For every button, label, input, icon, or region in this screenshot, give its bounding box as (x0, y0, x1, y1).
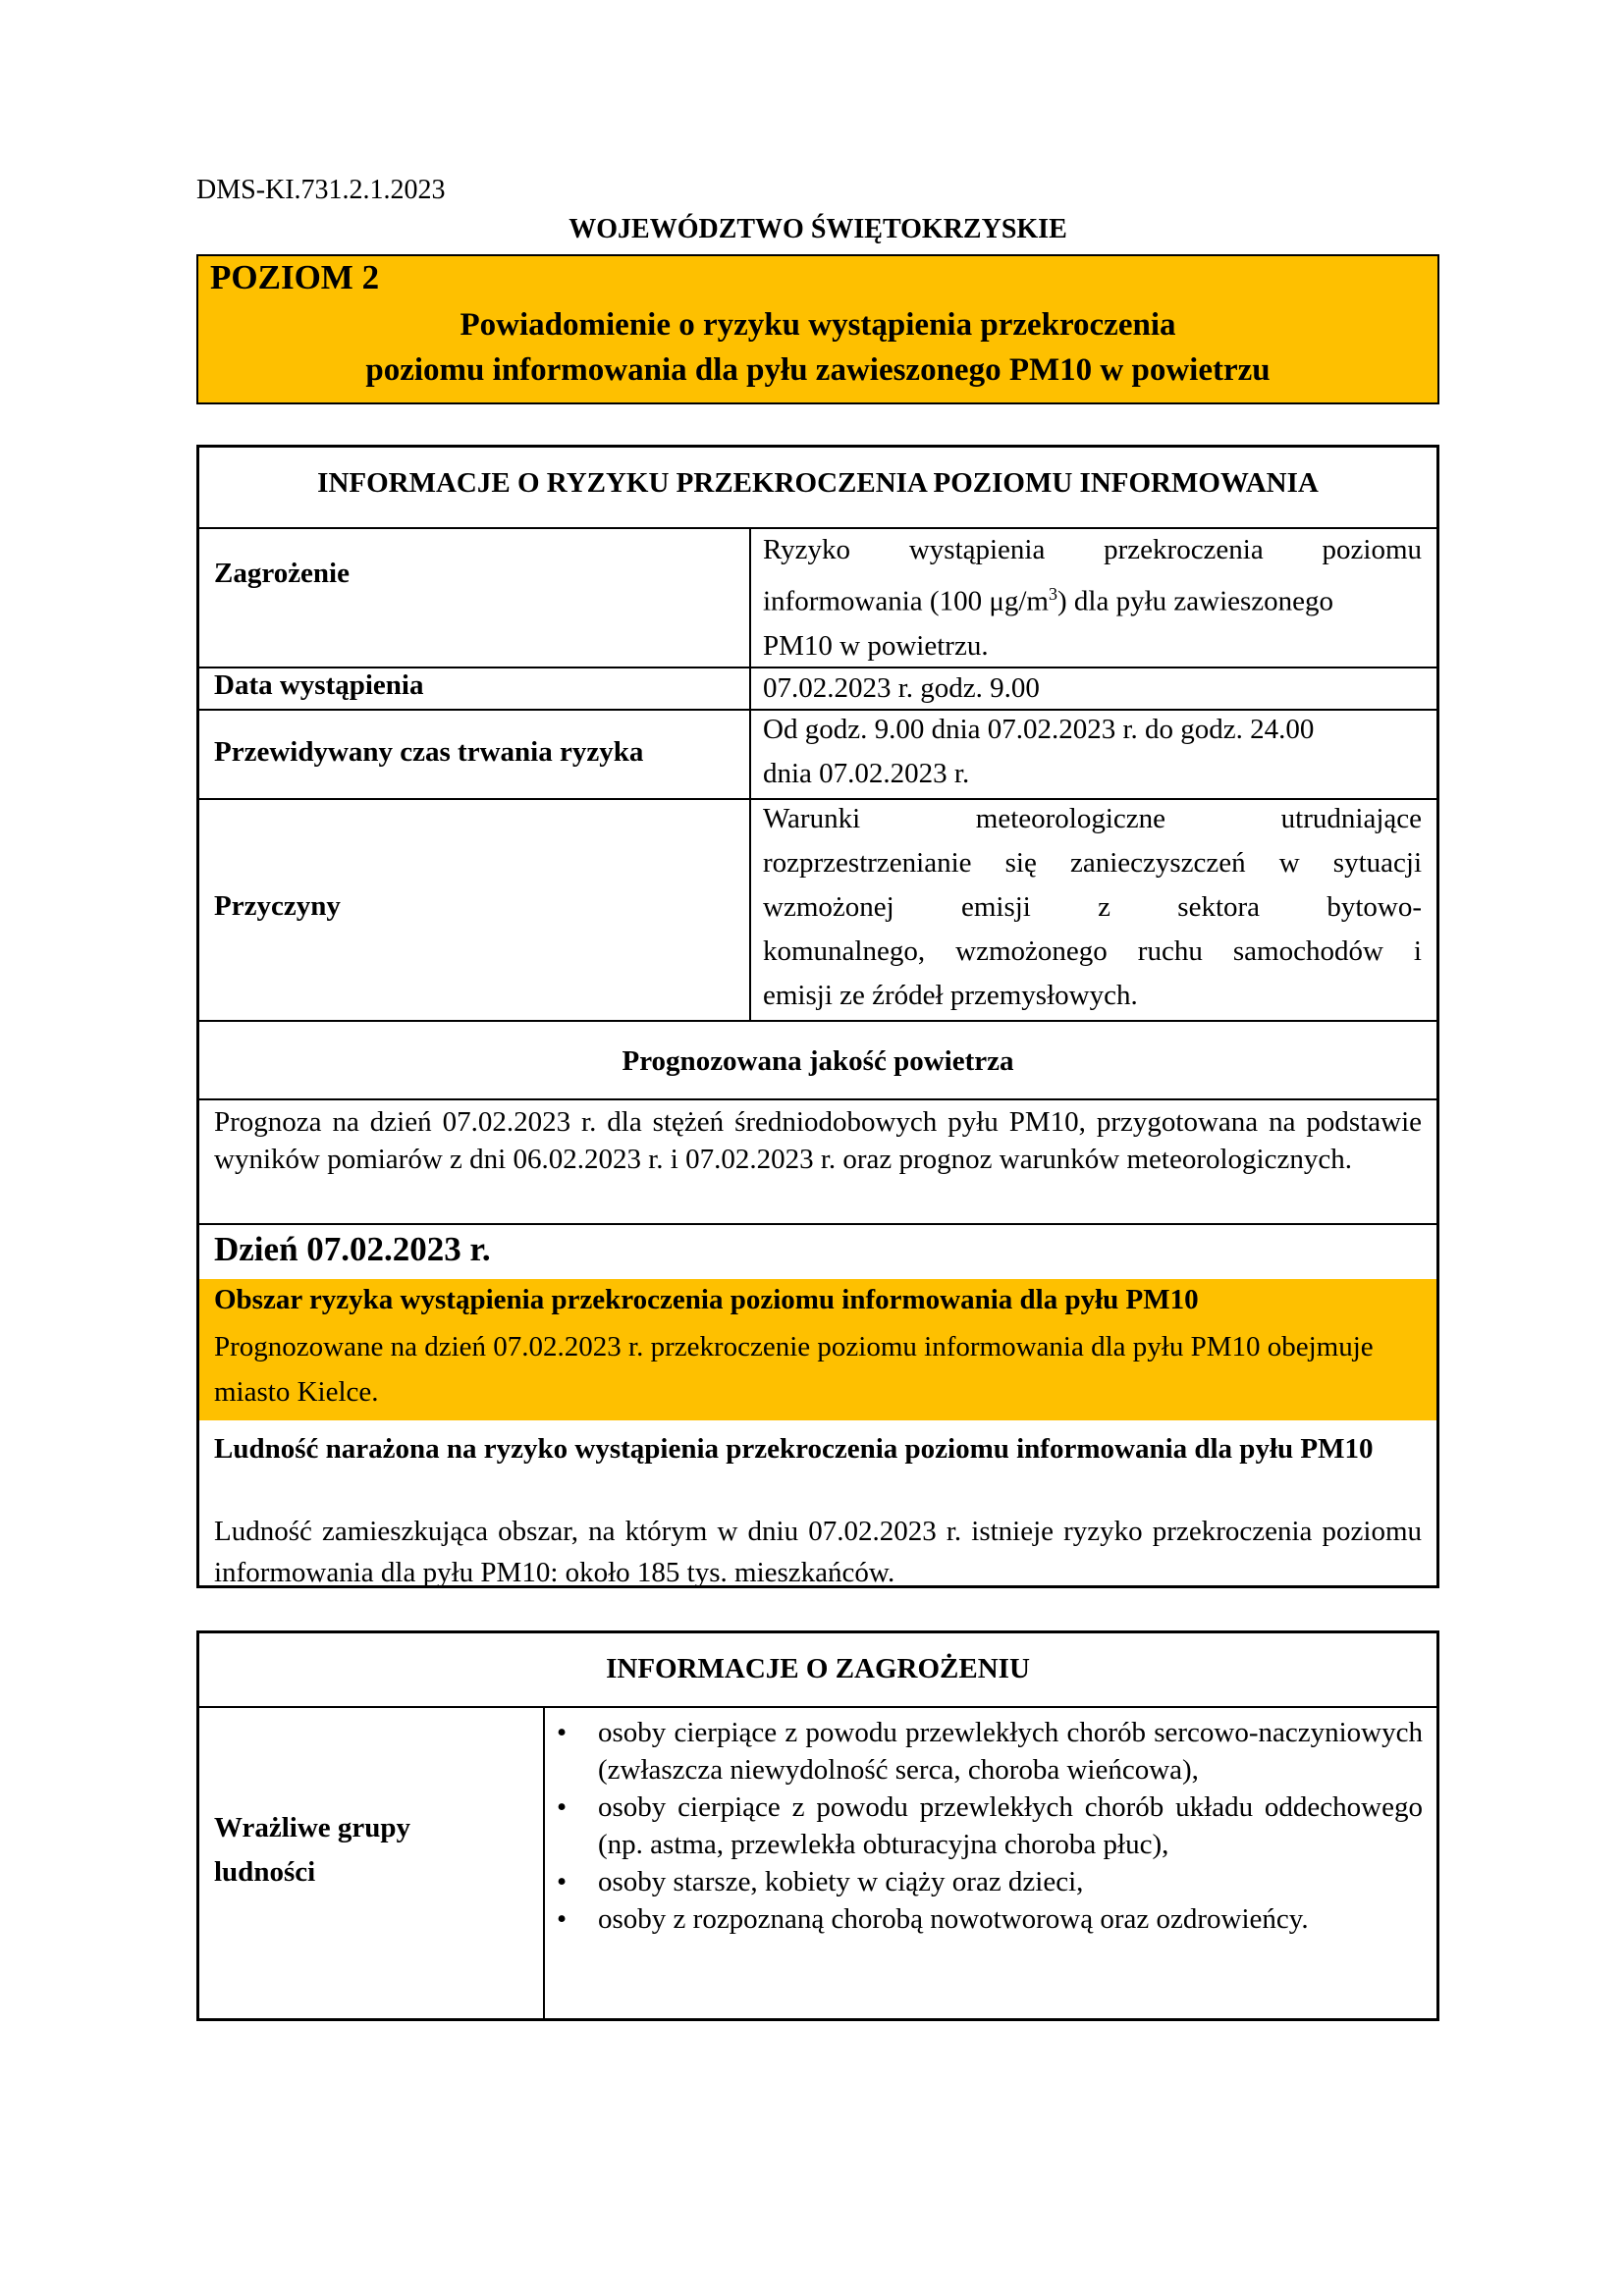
alert-title-line-2: poziomu informowania dla pyłu zawieszonego PM10 w powietrzu (365, 352, 1271, 388)
bullet-icon: • (557, 1791, 568, 1823)
bullet-icon: • (557, 1903, 568, 1935)
alert-title-line-1: Powiadomienie o ryzyku wystąpienia przekroczenia (460, 307, 1176, 343)
duration-value-line: dnia 07.02.2023 r. (763, 758, 970, 789)
document-reference: DMS-KI.731.2.1.2023 (196, 175, 446, 205)
bullet-icon: • (557, 1717, 568, 1748)
column-divider (543, 1706, 545, 2018)
causes-line: wzmożonej emisji z sektora bytowo- (763, 891, 1422, 923)
sensitive-groups-list (555, 1714, 1423, 1938)
causes-label: Przyczyny (214, 890, 341, 922)
date-value: 07.02.2023 r. godz. 9.00 (763, 672, 1040, 704)
threat-unit-text-end: ) dla pyłu zawieszonego (1057, 585, 1334, 617)
population-text: Ludność zamieszkująca obszar, na którym w dniu 07.02.2023 r. istnieje ryzyko przekroczenia poziomu informowania dla pyłu PM10: około 185 tys. mieszkańców. (214, 1516, 1422, 1588)
list-item-text: osoby cierpiące z powodu przewlekłych chorób sercowo-naczyniowych (zwłaszcza niewydolność serca, choroba wieńcowa), (598, 1717, 1423, 1786)
list-item-text: osoby starsze, kobiety w ciąży oraz dzieci, (598, 1866, 1084, 1897)
list-item (555, 1789, 1423, 1863)
sensitive-groups-label (214, 1806, 410, 1895)
risk-info-title: INFORMACJE O RYZYKU PRZEKROCZENIA POZIOMU INFORMOWANIA (317, 467, 1319, 499)
duration-value-line: Od godz. 9.00 dnia 07.02.2023 r. do godz. 24.00 (763, 714, 1315, 745)
alert-level-banner (196, 254, 1439, 404)
list-item (555, 1900, 1423, 1938)
list-item (555, 1714, 1423, 1789)
divider (199, 1706, 1436, 1708)
causes-line: Warunki meteorologiczne utrudniające (763, 803, 1422, 834)
divider (199, 1020, 1436, 1022)
risk-area-title: Obszar ryzyka wystąpienia przekroczenia poziomu informowania dla pyłu PM10 (214, 1284, 1199, 1315)
bullet-icon: • (557, 1866, 568, 1897)
sensitive-groups-label-line: ludności (214, 1856, 316, 1888)
causes-line: komunalnego, wzmożonego ruchu samochodów i (763, 935, 1422, 967)
forecast-day-title: Dzień 07.02.2023 r. (214, 1230, 491, 1268)
list-item (555, 1863, 1423, 1900)
divider (199, 1223, 1436, 1225)
threat-unit-text: informowania (100 μg/m (763, 585, 1049, 617)
threat-info-title: INFORMACJE O ZAGROŻENIU (606, 1653, 1030, 1684)
threat-info-table (196, 1630, 1439, 2021)
forecast-title: Prognozowana jakość powietrza (622, 1045, 1014, 1077)
forecast-text: Prognoza na dzień 07.02.2023 r. dla stężeń średniodobowych pyłu PM10, przygotowana na podstawie wyników pomiarów z dni 06.02.2023 r. i 07.02.2023 r. oraz prognoz warunków meteorologicznych. (214, 1106, 1422, 1175)
causes-value (763, 797, 1422, 1018)
population-title: Ludność narażona na ryzyko wystąpienia przekroczenia poziomu informowania dla pyłu PM10 (214, 1433, 1374, 1465)
threat-value-line: PM10 w powietrzu. (763, 629, 989, 662)
threat-value-line (763, 572, 1422, 624)
causes-line: rozprzestrzenianie się zanieczyszczeń w sytuacji (763, 847, 1422, 879)
list-item-text: osoby cierpiące z powodu przewlekłych chorób układu oddechowego (np. astma, przewlekła obturacyjna choroba płuc), (598, 1791, 1423, 1860)
sensitive-groups-label-line: Wrażliwe grupy (214, 1812, 411, 1843)
column-divider (749, 527, 751, 1020)
unit-exponent: 3 (1049, 584, 1057, 604)
divider (199, 1098, 1436, 1100)
causes-line: emisji ze źródeł przemysłowych. (763, 980, 1138, 1011)
alert-level-label: POZIOM 2 (210, 258, 380, 296)
duration-value (763, 708, 1422, 796)
date-label: Data wystąpienia (214, 669, 424, 701)
threat-value (763, 528, 1422, 668)
threat-label: Zagrożenie (214, 558, 350, 589)
region-heading: WOJEWÓDZTWO ŚWIĘTOKRZYSKIE (568, 214, 1067, 244)
risk-area-text: Prognozowane na dzień 07.02.2023 r. przekroczenie poziomu informowania dla pyłu PM10 obejmuje miasto Kielce. (214, 1331, 1374, 1408)
threat-value-line: Ryzyko wystąpienia przekroczenia poziomu (763, 534, 1422, 565)
list-item-text: osoby z rozpoznaną chorobą nowotworową oraz ozdrowieńcy. (598, 1903, 1309, 1935)
duration-label: Przewidywany czas trwania ryzyka (214, 736, 644, 768)
alert-title (198, 302, 1437, 393)
risk-info-table (196, 445, 1439, 1588)
